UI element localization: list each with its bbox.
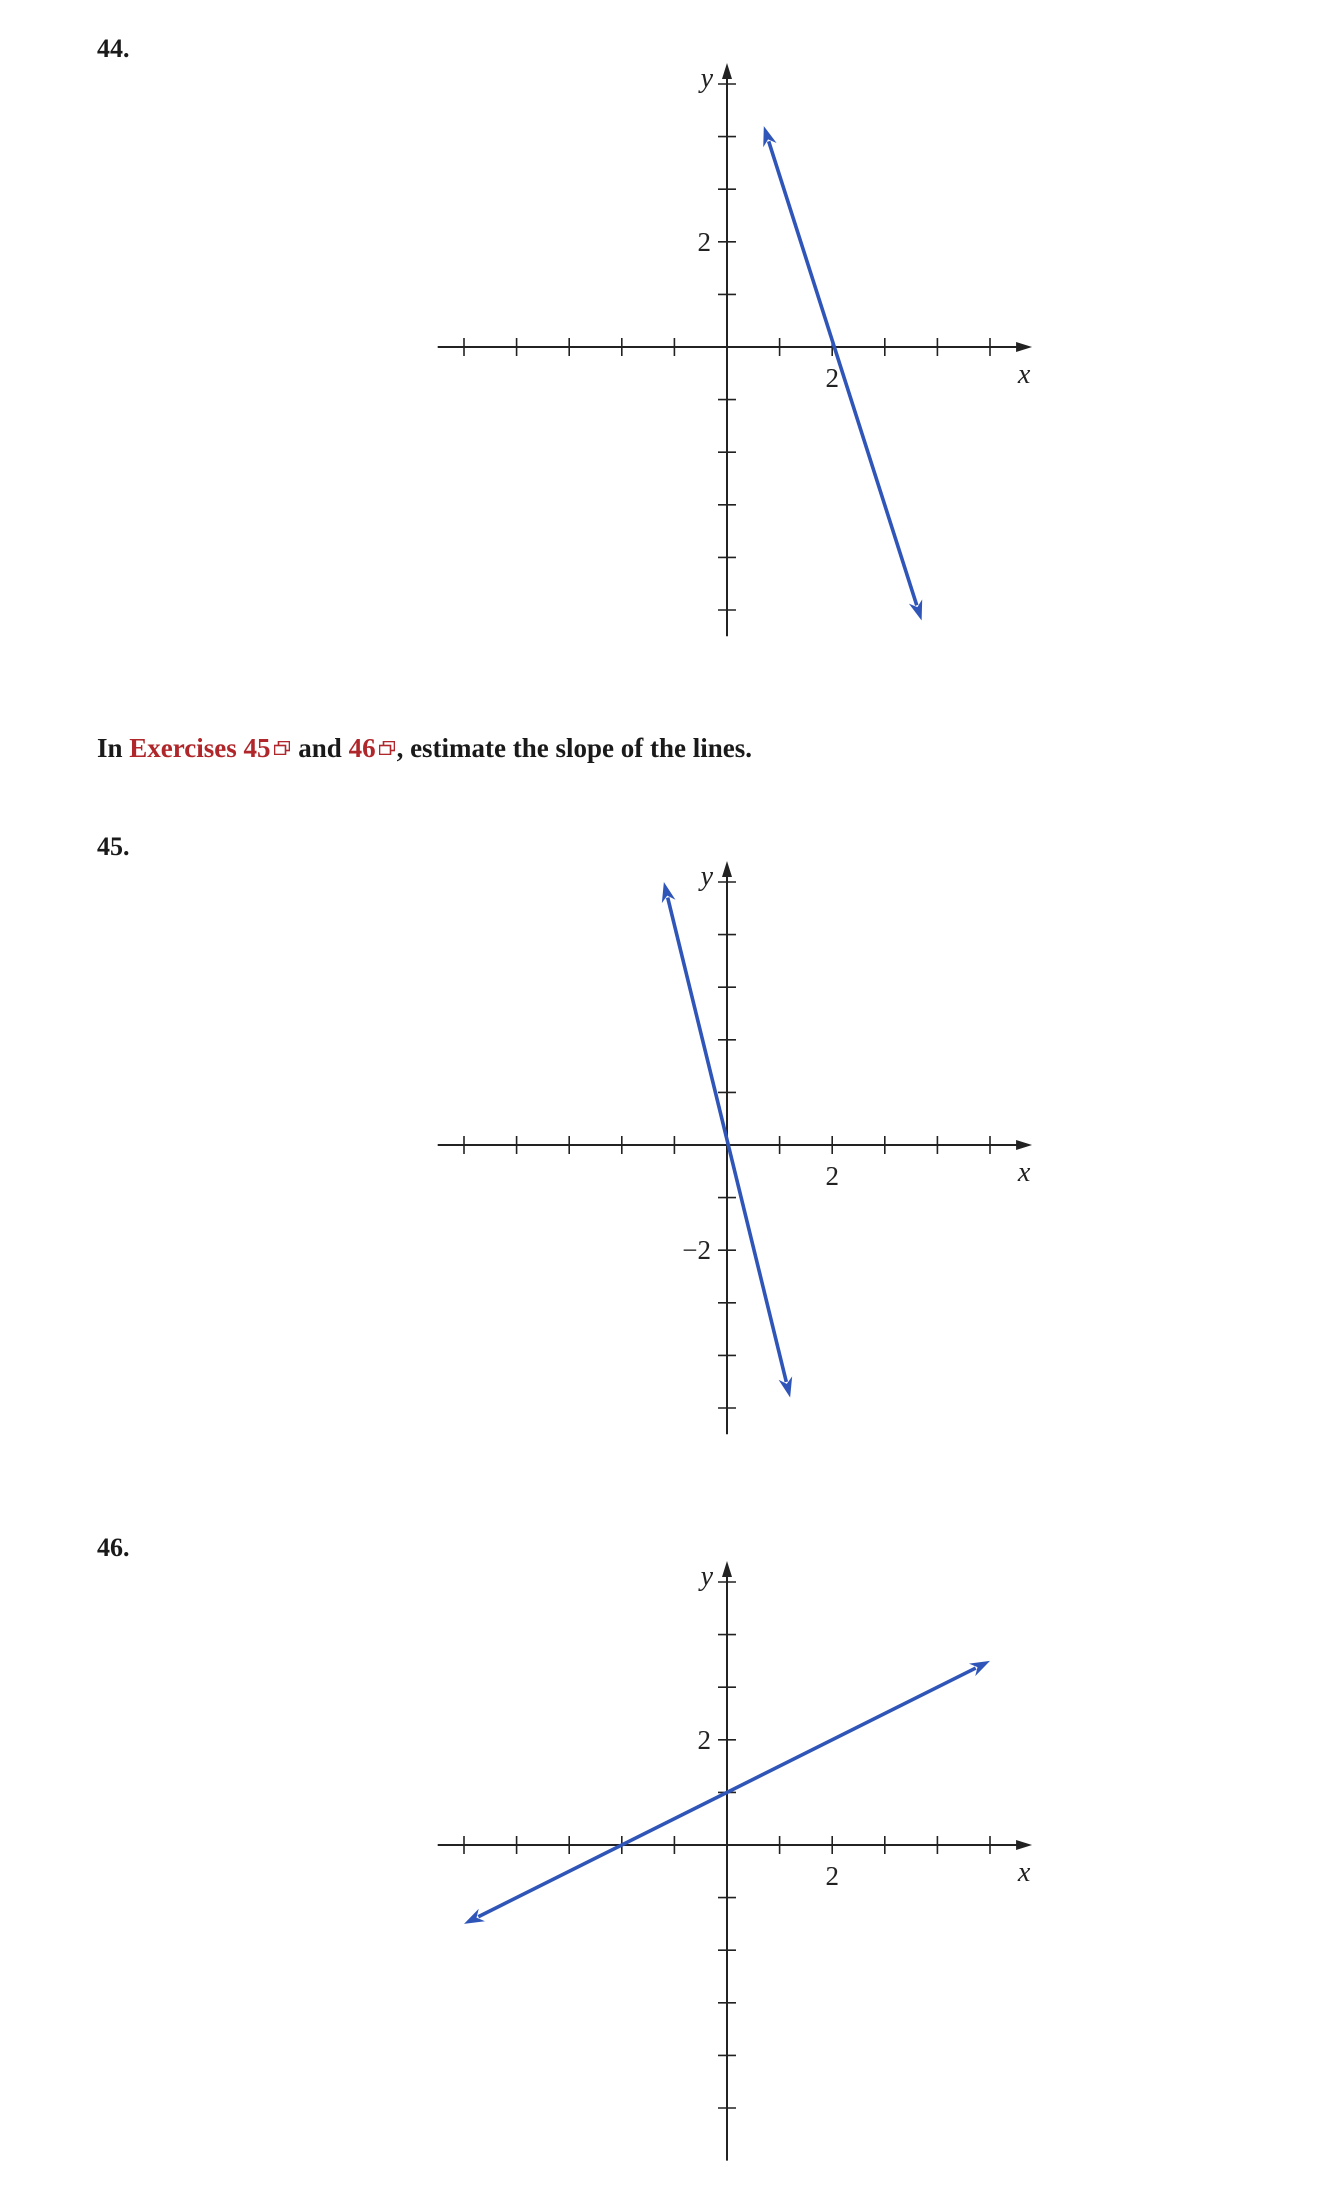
graph-exercise-44 <box>0 40 1328 680</box>
data-line <box>769 141 917 605</box>
y-tick-label: 2 <box>697 226 711 257</box>
y-axis-label: y <box>700 860 713 892</box>
exercise-46-link[interactable]: 46 <box>348 733 376 763</box>
instruction-middle: and <box>291 733 349 763</box>
external-link-icon[interactable] <box>274 741 290 755</box>
external-link-icon[interactable] <box>379 741 395 755</box>
x-axis-label: x <box>1017 1857 1031 1888</box>
x-axis-label: x <box>1017 1157 1031 1188</box>
exercise-number-46: 46. <box>97 1533 130 1562</box>
y-axis-arrow <box>722 861 732 877</box>
x-axis-arrow <box>1016 342 1032 352</box>
x-tick-label: 2 <box>825 1161 839 1191</box>
graph-exercise-46 <box>0 1520 1328 2180</box>
y-tick-label: 2 <box>697 1724 711 1755</box>
instruction-text <box>97 733 752 764</box>
exercise-45-link[interactable]: Exercises 45 <box>129 733 271 763</box>
y-axis-label: y <box>700 62 713 94</box>
y-axis-arrow <box>722 63 732 79</box>
y-axis-arrow <box>722 1561 732 1577</box>
x-axis-arrow <box>1016 1140 1032 1150</box>
y-tick-label: −2 <box>682 1235 711 1266</box>
graph-exercise-45 <box>0 820 1328 1460</box>
x-axis-label: x <box>1017 359 1031 390</box>
exercise-number-45: 45. <box>97 832 130 861</box>
x-tick-label: 2 <box>825 1861 839 1891</box>
instruction-suffix: , estimate the slope of the lines. <box>396 733 753 763</box>
instruction-prefix: In <box>97 733 130 763</box>
exercise-number-44: 44. <box>97 34 130 63</box>
x-tick-label: 2 <box>825 363 839 393</box>
y-axis-label: y <box>700 1560 713 1592</box>
x-axis-arrow <box>1016 1840 1032 1850</box>
